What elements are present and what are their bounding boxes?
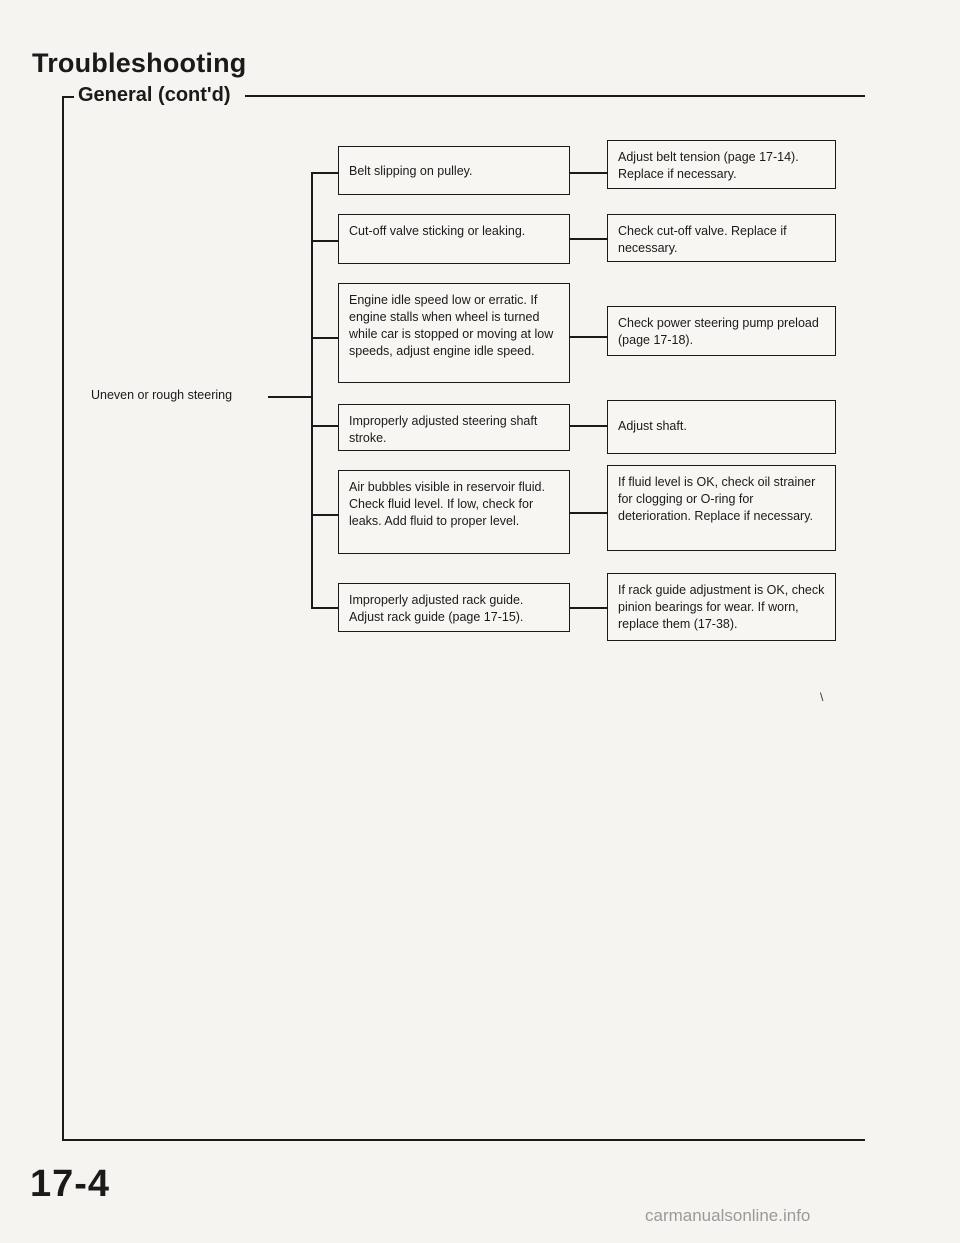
link-line-6 bbox=[570, 607, 608, 609]
remedy-text-2: Check cut-off valve. Replace if necessary. bbox=[618, 224, 787, 255]
link-line-2 bbox=[570, 238, 608, 240]
branch-line-1 bbox=[311, 172, 339, 174]
cause-box-2 bbox=[338, 214, 570, 264]
branch-line-5 bbox=[311, 514, 339, 516]
remedy-box-1 bbox=[607, 140, 836, 189]
remedy-box-2 bbox=[607, 214, 836, 262]
link-line-1 bbox=[570, 172, 608, 174]
branch-line-6 bbox=[311, 607, 339, 609]
branch-line-3 bbox=[311, 337, 339, 339]
symptom-connector bbox=[268, 396, 312, 398]
link-line-4 bbox=[570, 425, 608, 427]
symptom-label: Uneven or rough steering bbox=[91, 388, 233, 402]
remedy-text-1: Adjust belt tension (page 17-14). Replace if necessary. bbox=[618, 150, 799, 181]
remedy-text-6: If rack guide adjustment is OK, check pinion bearings for wear. If worn, replace them (17-38). bbox=[618, 583, 825, 631]
cause-text-2: Cut-off valve sticking or leaking. bbox=[349, 224, 526, 238]
page-number: 17-4 bbox=[30, 1163, 111, 1205]
cause-box-4 bbox=[338, 404, 570, 451]
watermark: carmanualsonline.info bbox=[645, 1206, 811, 1225]
remedy-text-3: Check power steering pump preload (page 17-18). bbox=[618, 316, 819, 347]
section-subtitle: General (cont'd) bbox=[78, 84, 231, 106]
remedy-box-6 bbox=[607, 573, 836, 641]
trunk-line bbox=[311, 172, 313, 608]
remedy-box-4 bbox=[607, 400, 836, 454]
link-line-5 bbox=[570, 512, 608, 514]
link-line-3 bbox=[570, 336, 608, 338]
cause-box-6 bbox=[338, 583, 570, 632]
remedy-box-5 bbox=[607, 465, 836, 551]
remedy-text-5: If fluid level is OK, check oil strainer for clogging or O-ring for deterioration. Replace if necessary. bbox=[618, 475, 816, 523]
frame-bottom-rule bbox=[62, 1139, 865, 1141]
frame-left-rule bbox=[62, 96, 64, 1141]
remedy-box-3 bbox=[607, 306, 836, 356]
page-title: Troubleshooting bbox=[32, 48, 247, 78]
cause-box-5 bbox=[338, 470, 570, 554]
stray-mark: \ bbox=[820, 690, 824, 704]
cause-text-3: Engine idle speed low or erratic. If engine stalls when wheel is turned while car is stopped or moving at low speeds, adjust engine idle speed. bbox=[349, 293, 554, 358]
cause-text-5: Air bubbles visible in reservoir fluid. Check fluid level. If low, check for leaks. Add fluid to proper level. bbox=[349, 480, 545, 528]
cause-text-6: Improperly adjusted rack guide. Adjust rack guide (page 17-15). bbox=[349, 593, 524, 624]
cause-box-1 bbox=[338, 146, 570, 195]
remedy-text-4: Adjust shaft. bbox=[618, 419, 687, 433]
frame-top-rule bbox=[245, 95, 865, 97]
branch-line-2 bbox=[311, 240, 339, 242]
cause-text-1: Belt slipping on pulley. bbox=[349, 164, 473, 178]
cause-box-3 bbox=[338, 283, 570, 383]
cause-text-4: Improperly adjusted steering shaft stroke. bbox=[349, 414, 538, 445]
branch-line-4 bbox=[311, 425, 339, 427]
